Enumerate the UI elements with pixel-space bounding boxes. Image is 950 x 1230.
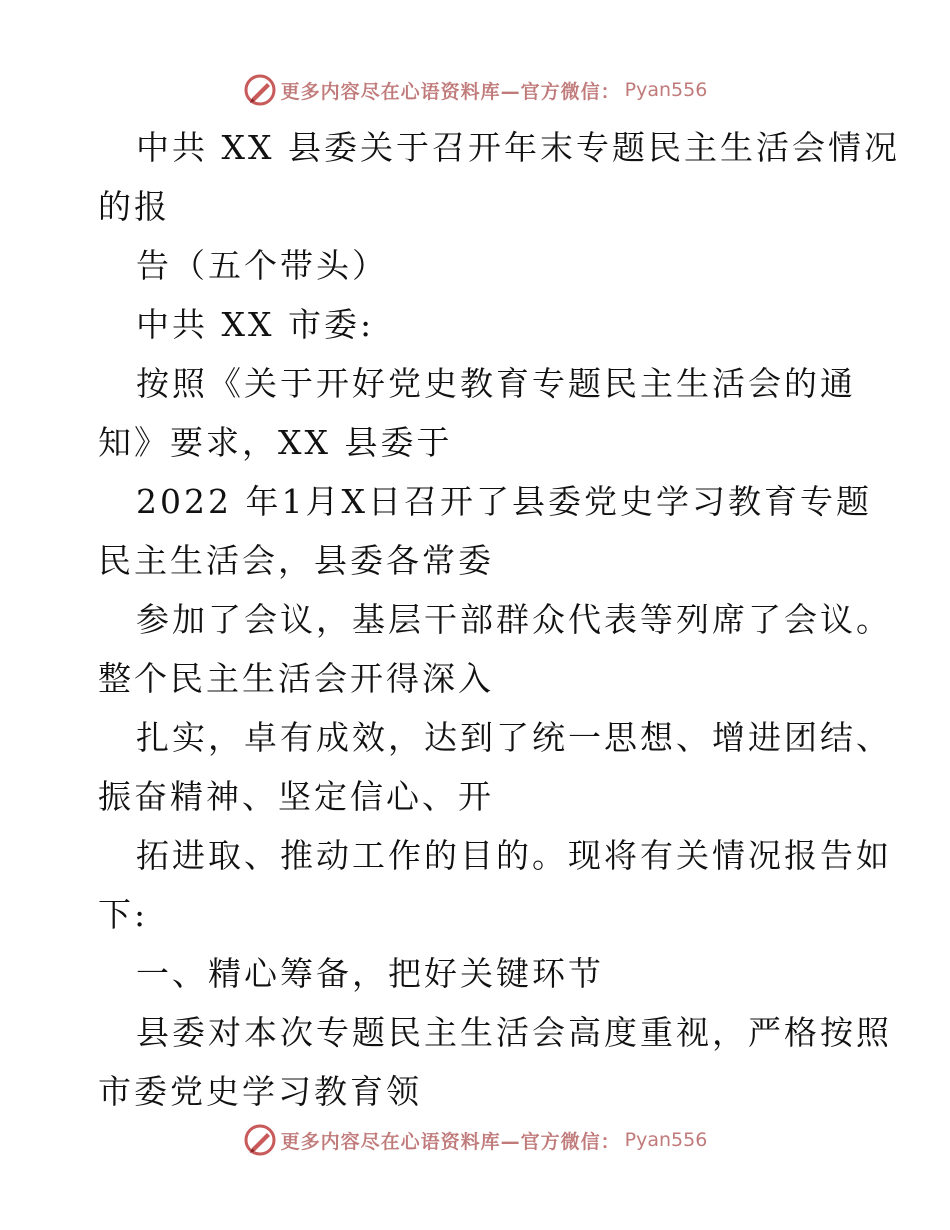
text-line: 知》要求，XX 县委于 — [98, 423, 453, 462]
text-line: 的报 — [98, 187, 170, 226]
banner-wechat-id: Pyan556 — [624, 1129, 708, 1151]
text-line: 中共 XX 市委: — [136, 305, 375, 344]
text-line: 拓进取、推动工作的目的。现将有关情况报告如 — [136, 836, 892, 875]
text-line: 民主生活会，县委各常委 — [98, 541, 494, 580]
banner-text: 更多内容尽在心语资料库—官方微信： — [280, 80, 621, 103]
pen-logo-icon — [243, 1123, 277, 1157]
header-banner — [0, 70, 950, 110]
banner-text: 更多内容尽在心语资料库—官方微信： — [280, 1130, 621, 1153]
pen-logo-icon — [243, 73, 277, 107]
text-line: 振奋精神、坚定信心、开 — [98, 777, 494, 816]
section-heading: 一、精心筹备，把好关键环节 — [136, 954, 604, 993]
text-line: 按照《关于开好党史教育专题民主生活会的通 — [136, 364, 856, 403]
text-line: 2022 年1月X日召开了县委党史学习教育专题 — [136, 482, 872, 521]
text-line: 中共 XX 县委关于召开年末专题民主生活会情况 — [136, 128, 900, 167]
text-line: 告（五个带头） — [136, 246, 388, 285]
document-body — [98, 118, 900, 1121]
text-line: 扎实，卓有成效，达到了统一思想、增进团结、 — [136, 718, 892, 757]
footer-banner — [0, 1120, 950, 1160]
text-line: 县委对本次专题民主生活会高度重视，严格按照 — [136, 1013, 892, 1052]
text-line: 整个民主生活会开得深入 — [98, 659, 494, 698]
text-line: 下: — [98, 895, 149, 934]
text-line: 参加了会议，基层干部群众代表等列席了会议。 — [136, 600, 892, 639]
banner-wechat-id: Pyan556 — [624, 79, 708, 101]
text-line: 市委党史学习教育领 — [98, 1072, 422, 1111]
